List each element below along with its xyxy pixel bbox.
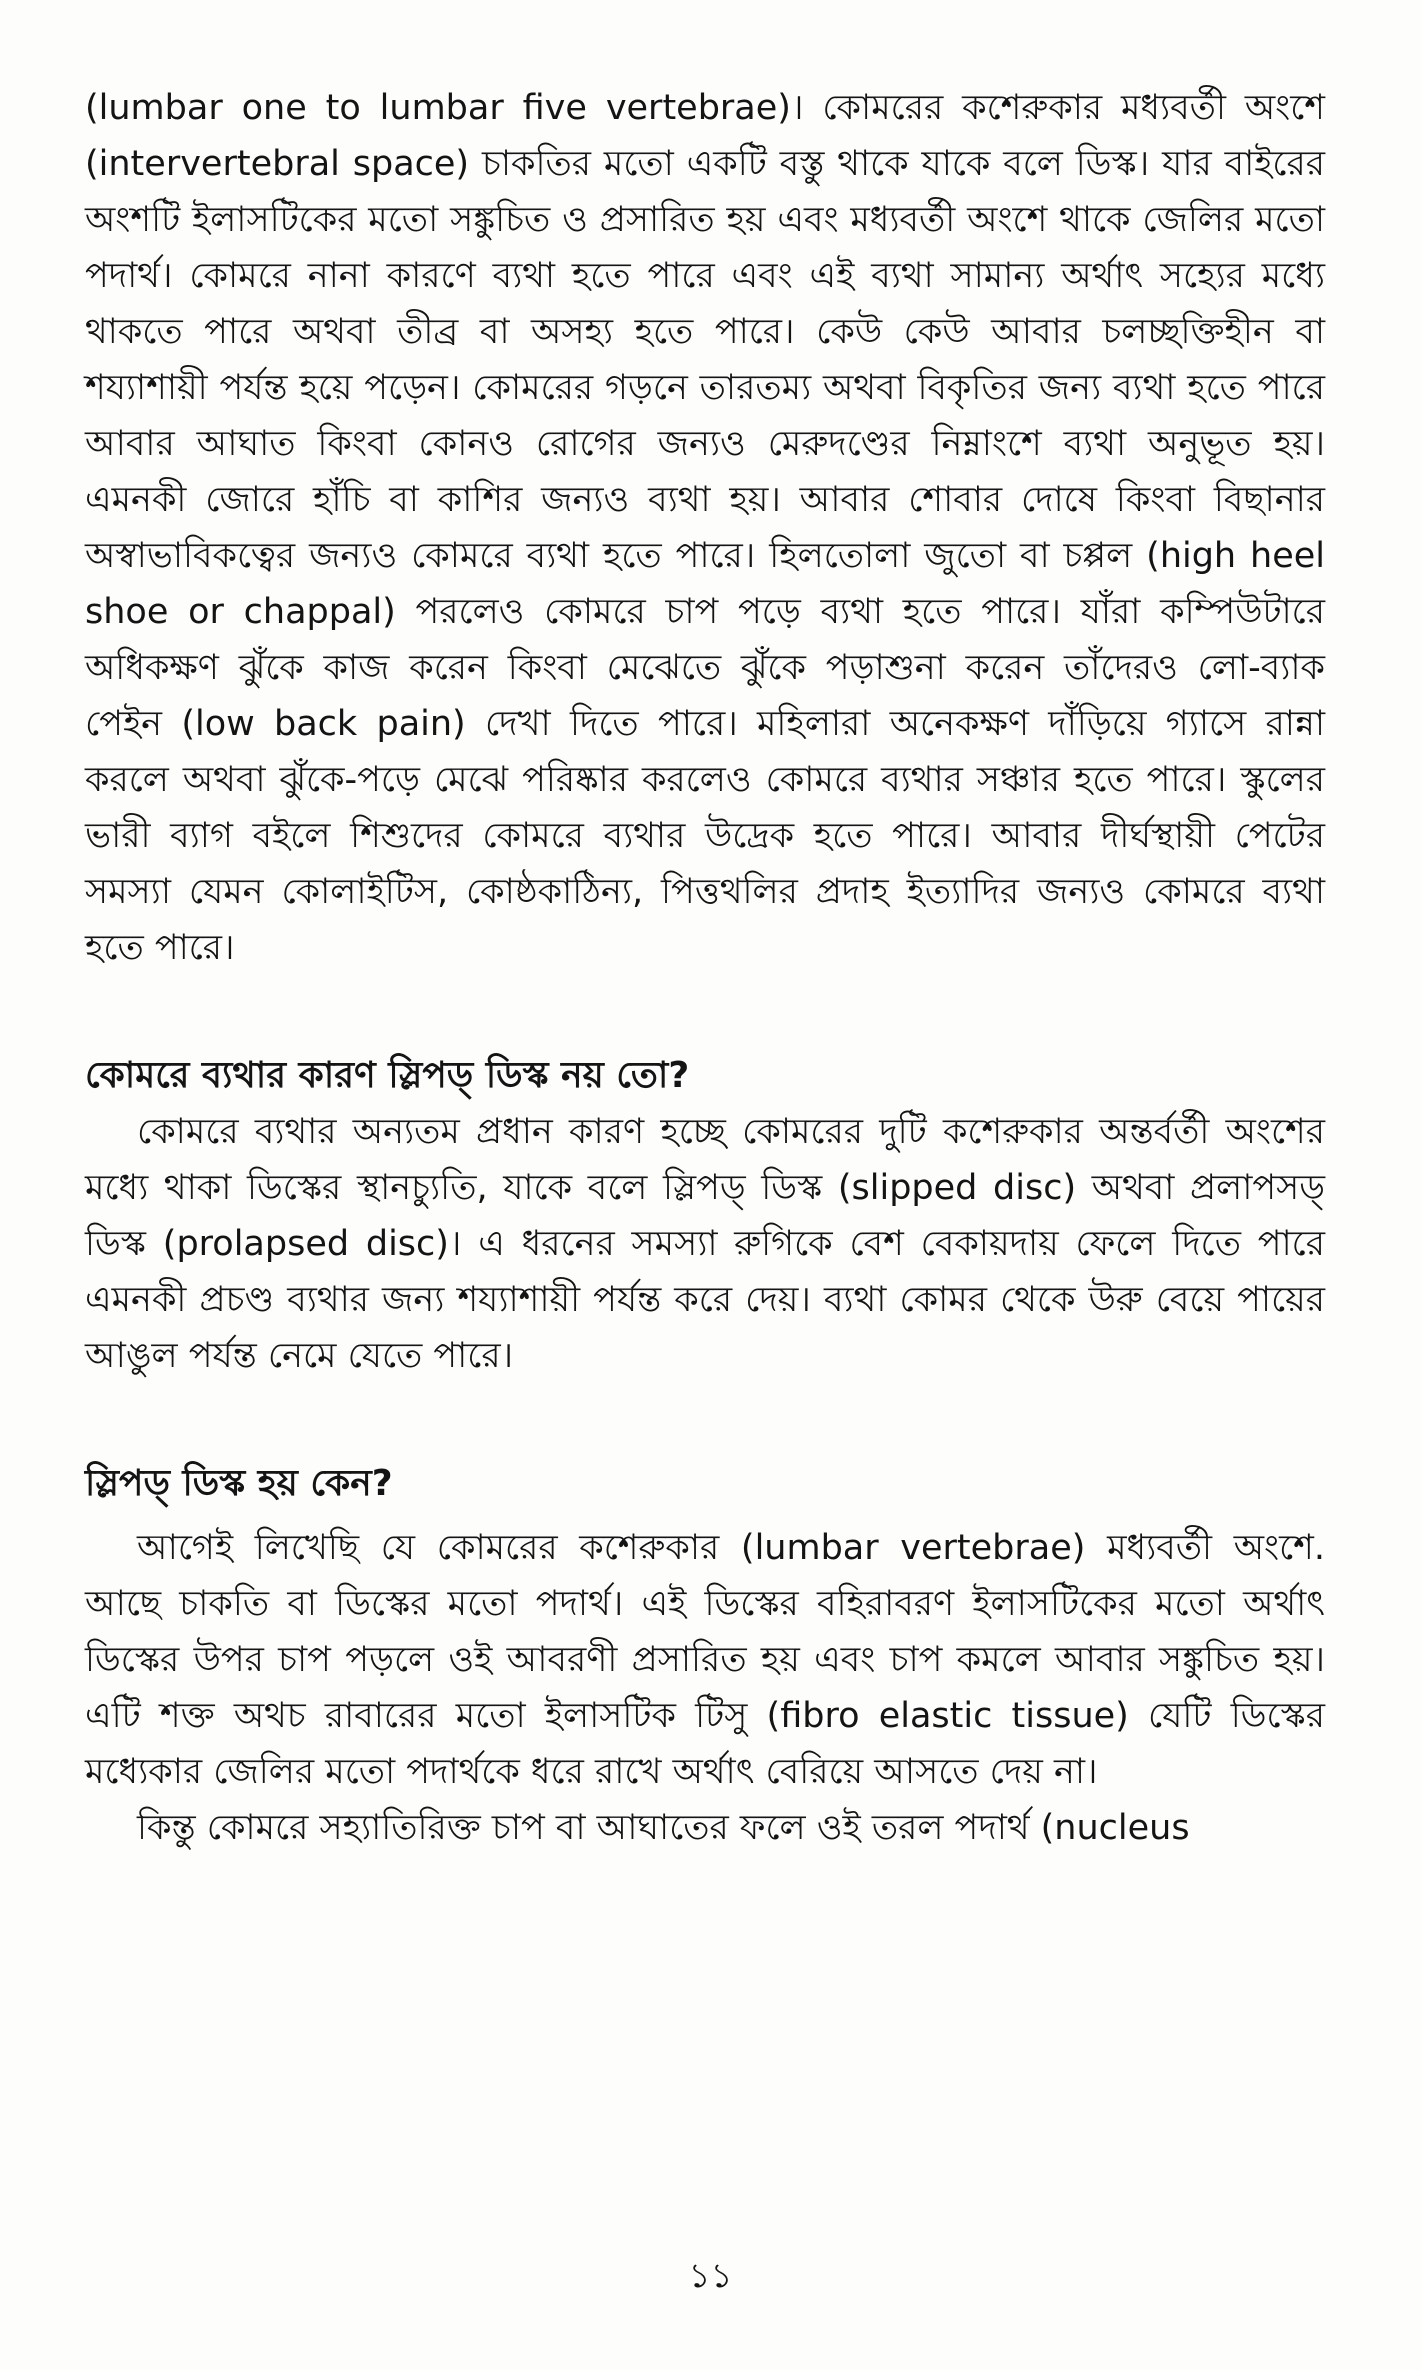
paragraph-lumbar-intro: (lumbar one to lumbar five vertebrae)। কোমরের কশেরুকার মধ্যবর্তী অংশে (intervertebral space) চাকতির মতো একটি বস্তু থাকে যাকে বলে ডিস্ক। যার বাইরের অংশটি ইলাসটিকের মতো সঙ্কুচিত ও প্রসারিত হয় এবং মধ্যবর্তী অংশে থাকে জেলির মতো পদার্থ। কোমরে নানা কারণে ব্যথা হতে পারে এবং এই ব্যথা সামান্য অর্থাৎ সহ্যের মধ্যে থাকতে পারে অথবা তীব্র বা অসহ্য হতে পারে। কেউ কেউ আবার চলচ্ছক্তিহীন বা শয্যাশায়ী পর্যন্ত হয়ে পড়েন। কোমরের গড়নে তারতম্য অথবা বিকৃতির জন্য ব্যথা হতে পারে আবার আঘাত কিংবা কোনও রোগের জন্যও মেরুদণ্ডের নিম্নাংশে ব্যথা অনুভূত হয়। এমনকী জোরে হাঁচি বা কাশির জন্যও ব্যথা হয়। আবার শোবার দোষে কিংবা বিছানার অস্বাভাবিকত্বের জন্যও কোমরে ব্যথা হতে পারে। হিলতোলা জুতো বা চপ্পল (high heel shoe or chappal) পরলেও কোমরে চাপ পড়ে ব্যথা হতে পারে। যাঁরা কম্পিউটারে অধিকক্ষণ ঝুঁকে কাজ করেন কিংবা মেঝেতে ঝুঁকে পড়াশুনা করেন তাঁদেরও লো-ব্যাক পেইন (low back pain) দেখা দিতে পারে। মহিলারা অনেকক্ষণ দাঁড়িয়ে গ্যাসে রান্না করলে অথবা ঝুঁকে-পড়ে মেঝে পরিষ্কার করলেও কোমরে ব্যথার সঞ্চার হতে পারে। স্কুলের ভারী ব্যাগ বইলে শিশুদের কোমরে ব্যথার উদ্রেক হতে পারে। আবার দীর্ঘস্থায়ী পেটের সমস্যা যেমন কোলাইটিস, কোষ্ঠকাঠিন্য, পিত্তথলির প্রদাহ ইত্যাদির জন্যও কোমরে ব্যথা হতে পারে।: [85, 88, 1325, 968]
heading-why-slipped-disc: স্লিপড্ ডিস্ক হয় কেন?: [85, 1463, 393, 1504]
paragraph-slipped-disc-cause: কোমরে ব্যথার অন্যতম প্রধান কারণ হচ্ছে কোমরের দুটি কশেরুকার অন্তর্বর্তী অংশের মধ্যে থাকা ডিস্কের স্থানচ্যুতি, যাকে বলে স্লিপড্ ডিস্ক (slipped disc) অথবা প্রলাপসড্ ডিস্ক (prolapsed disc)। এ ধরনের সমস্যা রুগিকে বেশ বেকায়দায় ফেলে দিতে পারে এমনকী প্রচণ্ড ব্যথার জন্য শয্যাশায়ী পর্যন্ত করে দেয়। ব্যথা কোমর থেকে উরু বেয়ে পায়ের আঙুল পর্যন্ত নেমে যেতে পারে।: [85, 1112, 1325, 1376]
page-number: ১১: [688, 2256, 733, 2296]
paragraph-disc-structure: আগেই লিখেছি যে কোমরের কশেরুকার (lumbar vertebrae) মধ্যবর্তী অংশে. আছে চাকতি বা ডিস্কের মতো পদার্থ। এই ডিস্কের বহিরাবরণ ইলাসটিকের মতো অর্থাৎ ডিস্কের উপর চাপ পড়লে ওই আবরণী প্রসারিত হয় এবং চাপ কমলে আবার সঙ্কুচিত হয়। এটি শক্ত অথচ রাবারের মতো ইলাসটিক টিসু (fibro elastic tissue) যেটি ডিস্কের মধ্যেকার জেলির মতো পদার্থকে ধরে রাখে অর্থাৎ বেরিয়ে আসতে দেয় না।: [85, 1528, 1325, 1792]
body-text: [85, 80, 1325, 1856]
paragraph-pressure-injury: কিন্তু কোমরে সহ্যাতিরিক্ত চাপ বা আঘাতের ফলে ওই তরল পদার্থ (nucleus: [137, 1808, 1190, 1848]
heading-slipped-disc-cause: কোমরে ব্যথার কারণ স্লিপড্ ডিস্ক নয় তো?: [85, 1055, 690, 1096]
